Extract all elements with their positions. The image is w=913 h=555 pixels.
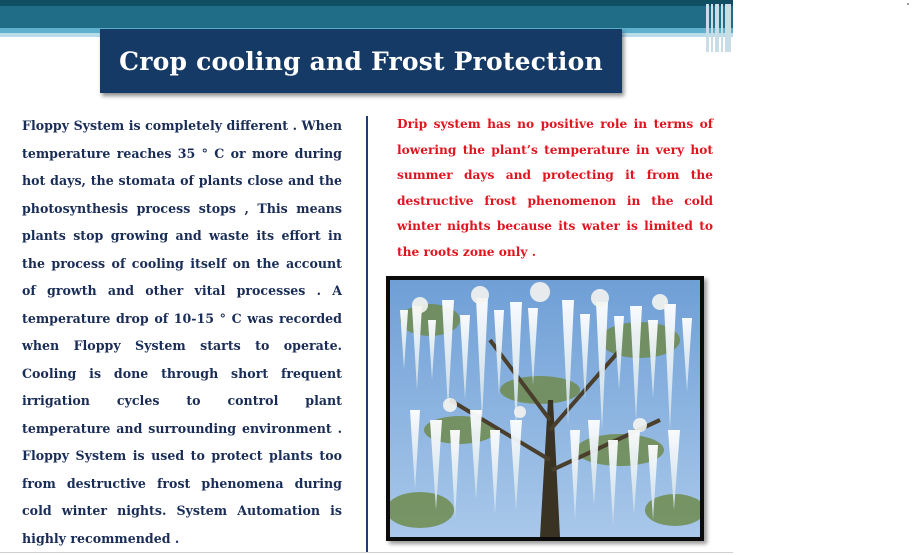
right-column — [397, 112, 713, 266]
frozen-tree-photo-icon — [386, 276, 704, 541]
right-paragraph: Drip system has no positive role in terms of lowering the plant’s temperature in very hot summer days and protecting it from the destructive frost phenomenon in the cold winter nights because its water is limited to the roots zone only . — [397, 117, 713, 259]
header-band — [0, 0, 733, 28]
left-paragraph: Floppy System is completely different . When temperature reaches 35 ° C or more during hot days, the stomata of plants close and the photosynthesis process stops , This means plants stop growing and waste its effort in the process of cooling itself on the account of growth and other vital processes . A temperature drop of 10-15 ° C was recorded when Floppy System starts to operate. Cooling is done through short frequent irrigation cycles to control plant temperature and surrounding environment . Floppy System is used to protect plants too from destructive frost phenomena during cold winter nights. System Automation is highly recommended . — [22, 118, 342, 546]
slide-title: Crop cooling and Frost Protection — [119, 46, 603, 76]
title-box — [100, 29, 622, 93]
left-column — [22, 112, 342, 552]
column-divider — [366, 116, 368, 553]
bottom-rule — [0, 552, 733, 553]
decorative-bars — [706, 4, 733, 52]
photo-illustration — [390, 280, 700, 537]
corner-mark — [907, 3, 909, 5]
